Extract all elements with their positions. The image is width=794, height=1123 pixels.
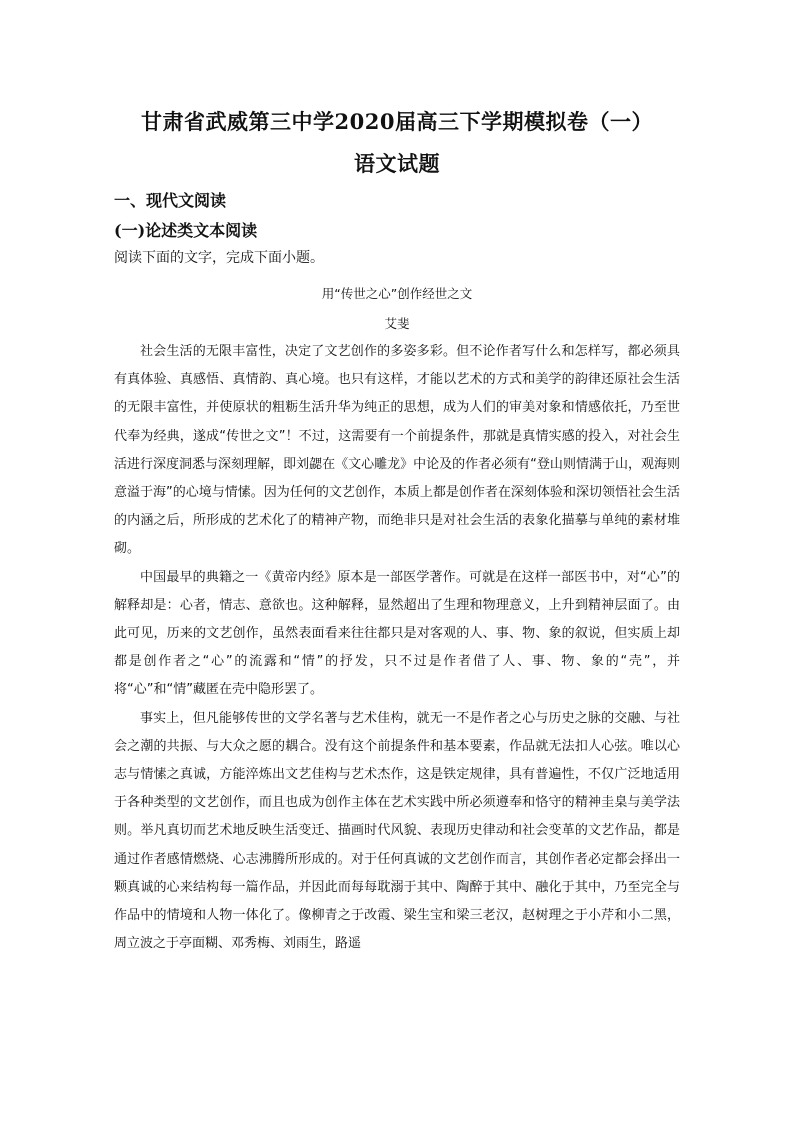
reading-instruction: 阅读下面的文字，完成下面小题。 bbox=[114, 250, 324, 266]
article-title: 用“传世之心”创作经世之文 bbox=[321, 286, 473, 301]
article-paragraph: 事实上，但凡能够传世的文学名著与艺术佳构，就无一不是作者之心与历史之脉的交融、与社会之潮的共振、与大众之愿的耦合。没有这个前提条件和基本要素，作品就无法扣人心弦。唯以心志与情愫之真诚，方能淬炼出文艺佳构与艺术杰作，这是铁定规律，具有普遍性，不仅广泛地适用于各种类型的文艺创作，而且也成为创作主体在艺术实践中所必须遵奉和恪守的精神圭臬与美学法则。举凡真切而艺术地反映生活变迁、描画时代风貌、表现历史律动和社会变革的文艺作品，都是通过作者感情燃烧、心志沸腾所形成的。对于任何真诚的文艺创作而言，其创作者必定都会择出一颗真诚的心来结构每一篇作品，并因此而每每耽溺于其中、陶醉于其中、融化于其中，乃至完全与作品中的情境和人物一体化了。像柳青之于改霞、梁生宝和梁三老汉，赵树理之于小芹和小二黑，周立波之于亭面糊、邓秀梅、刘雨生，路遥 bbox=[114, 710, 680, 952]
article-paragraph: 社会生活的无限丰富性，决定了文艺创作的多姿多彩。但不论作者写什么和怎样写，都必须具有真体验、真感悟、真情韵、真心境。也只有这样，才能以艺术的方式和美学的韵律还原社会生活的无限丰富性，并使原状的粗粝生活升华为纯正的思想，成为人们的审美对象和情感依托，乃至世代奉为经典，遂成“传世之文”！不过，这需要有一个前提条件，那就是真情实感的投入，对社会生活进行深度洞悉与深刻理解，即刘勰在《文心雕龙》中论及的作者必须有“登山则情满于山，观海则意溢于海”的心境与情愫。因为任何的文艺创作，本质上都是创作者在深刻体验和深切领悟社会生活的内涵之后，所形成的艺术化了的精神产物，而绝非只是对社会生活的表象化描摹与单纯的素材堆砌。 bbox=[114, 344, 680, 557]
article-author: 艾斐 bbox=[384, 316, 410, 331]
subsection-heading: (一)论述类文本阅读 bbox=[114, 221, 258, 240]
article-body bbox=[114, 338, 680, 958]
exam-subtitle: 语文试题 bbox=[354, 151, 440, 176]
section-heading: 一、现代文阅读 bbox=[114, 191, 227, 210]
article-paragraph: 中国最早的典籍之一《黄帝内经》原本是一部医学著作。可就是在这样一部医书中，对“心”的解释却是：心者，情志、意欲也。这种解释，显然超出了生理和物理意义，上升到精神层面了。由此可见，历来的文艺创作，虽然表面看来往往都只是对客观的人、事、物、象的叙说，但实质上却都是创作者之“心”的流露和“情”的抒发，只不过是作者借了人、事、物、象的“壳”，并将“心”和“情”藏匿在壳中隐形罢了。 bbox=[114, 569, 680, 698]
exam-title: 甘肃省武威第三中学2020届高三下学期模拟卷（一） bbox=[141, 109, 653, 134]
